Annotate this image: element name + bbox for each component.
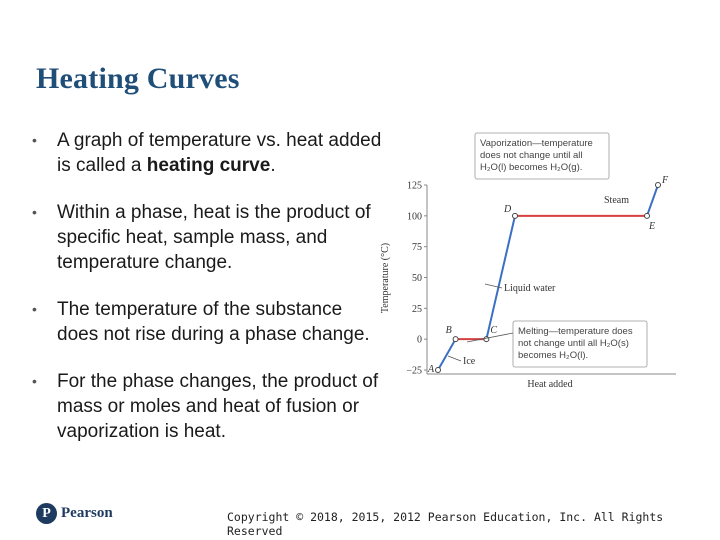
bullet-text: Within a phase, heat is the product of specific heat, sample mass, and temperature change.: [57, 202, 371, 273]
bullet-dot-icon: •: [32, 301, 37, 317]
bullet-dot-icon: •: [32, 204, 37, 220]
bullet-dot-icon: •: [32, 373, 37, 389]
curve-point-label: A: [428, 364, 435, 375]
steam-label: Steam: [604, 195, 629, 206]
bullet-text: A graph of temperature vs. heat added is called a: [57, 130, 382, 176]
curve-segment: [486, 216, 515, 339]
curve-segment: [647, 185, 658, 216]
melting-callout-line: not change until all H₂O(s): [518, 338, 629, 349]
y-tick-label: 50: [412, 273, 422, 284]
y-axis-label: Temperature (°C): [380, 242, 391, 314]
y-tick-label: 25: [412, 303, 422, 315]
curve-point: [484, 337, 489, 342]
curve-point-label: B: [445, 325, 452, 337]
y-tick-label: 100: [407, 211, 422, 223]
bullet-bold-text: heating curve: [146, 155, 271, 176]
vaporization-callout-line: does not change until all: [480, 150, 583, 161]
bullet-dot-icon: •: [32, 132, 37, 148]
copyright-notice: Copyright © 2018, 2015, 2012 Pearson Education, Inc. All Rights Reserved: [227, 510, 664, 538]
curve-point: [645, 213, 650, 218]
bullet-text-end: .: [270, 155, 276, 176]
vaporization-callout-line: H₂O(l) becomes H₂O(g).: [480, 162, 583, 173]
pearson-logo: [36, 503, 113, 524]
liquid-water-label: Liquid water: [504, 283, 556, 294]
curve-point-label: E: [649, 220, 656, 232]
heating-curve-chart: [372, 128, 682, 398]
bullet-text: The temperature of the substance does not rise during a phase change.: [57, 299, 370, 345]
curve-segment: [438, 339, 456, 370]
y-tick-label: −25: [406, 365, 422, 377]
slide-title: Heating Curves: [36, 62, 240, 95]
y-tick-label: 0: [417, 334, 422, 346]
bullet-text: For the phase changes, the product of mass or moles and heat of fusion or vaporization is heat.: [57, 371, 379, 442]
curve-point: [436, 368, 441, 373]
curve-point: [453, 337, 458, 342]
y-tick-label: 75: [412, 242, 422, 254]
curve-point: [656, 183, 661, 188]
pearson-logo-mark: P: [36, 503, 57, 524]
curve-point: [513, 213, 518, 218]
ice-label: Ice: [463, 356, 476, 367]
y-tick-label: 125: [407, 180, 422, 192]
vaporization-callout-line: Vaporization—temperature: [480, 138, 593, 149]
curve-point-label: C: [490, 325, 498, 337]
bullet-item: [32, 128, 382, 178]
curve-point-label: F: [662, 175, 669, 186]
bullet-item: [32, 200, 382, 275]
pearson-logo-text: Pearson: [61, 505, 113, 521]
bullet-item: [32, 369, 382, 444]
melting-callout-line: becomes H₂O(l).: [518, 350, 589, 361]
melting-callout-line: Melting—temperature does: [518, 326, 633, 337]
x-axis-label: Heat added: [527, 379, 573, 390]
y-ticks: [406, 181, 427, 377]
ice-pointer: [448, 356, 461, 361]
curve-point-label: D: [504, 203, 512, 215]
bullet-item: [32, 297, 382, 347]
bullet-list: [32, 128, 382, 466]
